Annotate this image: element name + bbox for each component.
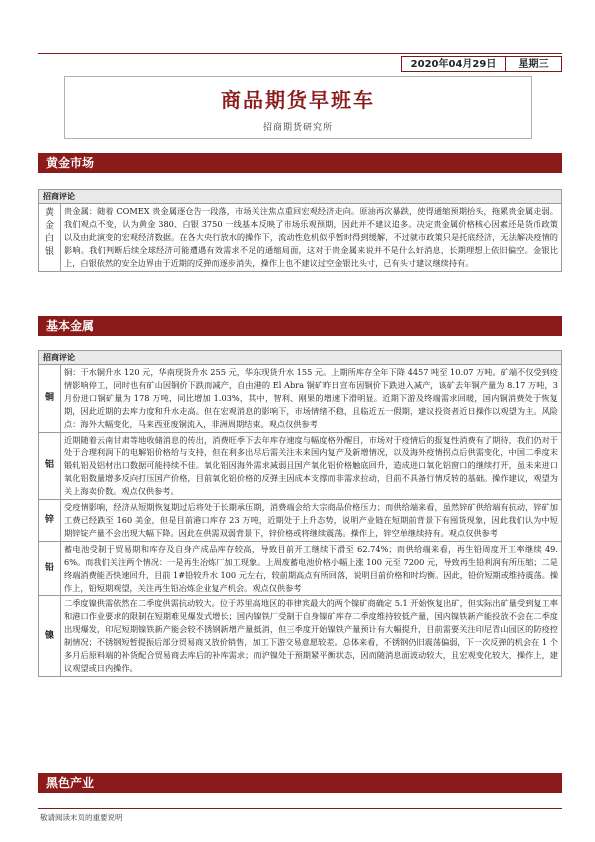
gold-label-char: 白 [44,234,54,244]
copper-commentary: 铜：干水铜升水 120 元，华南现货升水 255 元，华东现货升水 155 元。上期所库存全年下降 4457 吨至 10.07 万吨。矿端不仅受到疫情影响停工，同时也有矿山因铜价下跌而减产，自由港的 El Abra 铜矿昨日宣布因铜价下跌进入减产，该矿去年铜产量为 8.17 万吨，3 月份进口铜矿量为 178 万吨，同比增加 1.03%，其中，智利、刚果的增速下滑明显。近期下游及终端需求回暖，国内铜消费处于恢复期，因此近期的去库力度和升水走高。但在宏观消息的影响下，市场情绪不稳，且临近五一假期，建议投资者近日操作以观望为主。风险点：海外大幅变化，马来西亚废铜流入，非洲周期结束。观点仅供参考 [61,365,562,433]
zinc-commentary: 受疫情影响，经济从短期恢复期过后将处于长期承压期，消费端会给大宗商品价格压力；而供给端来看，虽然锌矿供给端有抗动，锌矿加工费已经跌至 160 美金，但是目前港口库存 23 万吨，近期处于上升态势，说明产业链在短期前背景下有囤货现象，因此我们认为中短期锌锭产量不会出现大幅下降。因此在供需双弱背景下，锌价格或将继续震荡。操作上，锌空单继续持有。观点仅供参考 [61,500,562,542]
gold-label-char: 银 [44,247,54,257]
row-label-aluminum: 铝 [39,432,61,500]
footer-rule [38,808,562,809]
lead-commentary: 蓄电池受制于贸易期和库存及自身产成品库存较高，导致目前开工继续下滑至 62.74%；而供给端来看，再生铅周度开工率继续 49.6%。而我们关注两个情况：一是再生冶炼厂加工现象。上周废蓄电池价格小幅上涨 100 元至 7200 元，导致再生铅利润有所压缩；二是终端消费能否快速回升，目前 1#铅较升水 100 元左右，较前期高点有所回落，说明目前价格和时均衡。因此，铅价短期或维持震荡。操作上，铅短期观望，关注再生铅冶炼企业复产机会。观点仅供参考 [61,541,562,596]
aluminum-commentary: 近期随着云南甘肃等地收储消息的传出，消费旺季下去年库存速度与幅度格外醒目，市场对于疫情后的报复性消费有了期待，我们仍对于处于合理利润下的电解铝价格给与支持，但在利多出尽后需关注未来国内复产及新增情况，以及海外疫情拐点后供需变化，中国二季度末锻轧铝及铝材出口数据可能持续不佳。氧化铝因海外需求减弱且国产氧化铝价格触底回升，造成进口氧化铝窗口的继续打开，虽未来进口氧化铝数量增多反向打压国产价格，目前氧化铝价格的反弹主因成本支撑而非需求拉动，目前不具备行情反转的基础。操作建议，观望为关上海卖价数。观点仅供参考。 [61,432,562,500]
gold-row-label [39,204,61,272]
row-label-nickel: 镍 [39,596,61,676]
table-row [39,432,562,500]
report-weekday: 星期三 [518,59,549,70]
table-row [39,365,562,433]
report-date: 2020年04月29日 [402,57,506,71]
page-subtitle: 招商期货研究所 [262,123,333,133]
gold-table-header: 招商评论 [39,190,562,204]
row-label-copper: 铜 [39,365,61,433]
date-box [401,56,562,72]
table-row [39,541,562,596]
section-title-base-metals: 基本金属 [38,316,562,336]
section-title-gold: 黄金市场 [38,153,562,173]
gold-table [38,189,562,272]
gold-label-char: 黄 [44,208,54,218]
base-metals-table [38,350,562,677]
footer-disclaimer: 敬请阅读末页的重要说明 [40,813,123,822]
page-title: 商品期货早班车 [221,88,375,112]
table-row [39,596,562,676]
nickel-commentary: 二季度镍供需依然在二季度供需抗动较大。位于苏里高地区的菲律宾最大的两个镍矿商确定 5.1 开始恢复出矿，但实际出矿量受到复工率和港口作业要求的限制在短期难见爆发式增长；国内镍铁厂受制于自身镍矿库存二季度维持较低产量，国内镍铁新产能投放不会在二季度出现爆发，印尼短期镍铁新产能会较不锈钢新增产量抵消，但三季度开始镍铁产量预计有大幅提升，目前需要关注印尼青山园区的防疫控制情况；不锈钢短暂提振后部分贸易商又放价销售，加工下游交易意愿较差。总体来看，不锈钢仍旧震荡偏弱，下一次反弹的机会在 1 个多月后原料端的补货配合贸易商去库后的补库需求；而沪镍处于预期紧平衡状态，因而随消息面波动较大，且宏观变化较大，操作上，建议观望或日内操作。 [61,596,562,676]
row-label-lead: 铅 [39,541,61,596]
row-label-zinc: 锌 [39,500,61,542]
gold-label-char: 金 [44,221,54,231]
section-title-black-industry: 黑色产业 [38,773,562,793]
base-table-header: 招商评论 [39,351,562,365]
table-row [39,500,562,542]
gold-commentary: 贵金属：随着 COMEX 贵金属逐仓告一段落，市场关注焦点重回宏观经济走向。原油再次暴跌，使得通缩预期抬头，拖累贵金属走弱。我们观点不变，认为黄金 380、白银 3750 一线基本反映了市场乐观预期，因此并不建议追多。决定贵金属价格核心因素还是货币政策以及由此演变的宏观经济数据。在各大央行放水的操作下，流动性危机似乎暂时得到缓解，不过就市政策只是托底经济，无法解决疫情的影响。我们判断后续全球经济可能遭遇有效需求不足的通缩局面，这对于贵金属来说并不是什么好消息，长期理想上依旧偏空。金银比上，白银依然的安全边界由于近期的反弹而逐步消失，操作上也不建议过空金银比头寸，已有头寸建议继续持有。 [61,204,562,272]
header-rule [38,53,562,54]
